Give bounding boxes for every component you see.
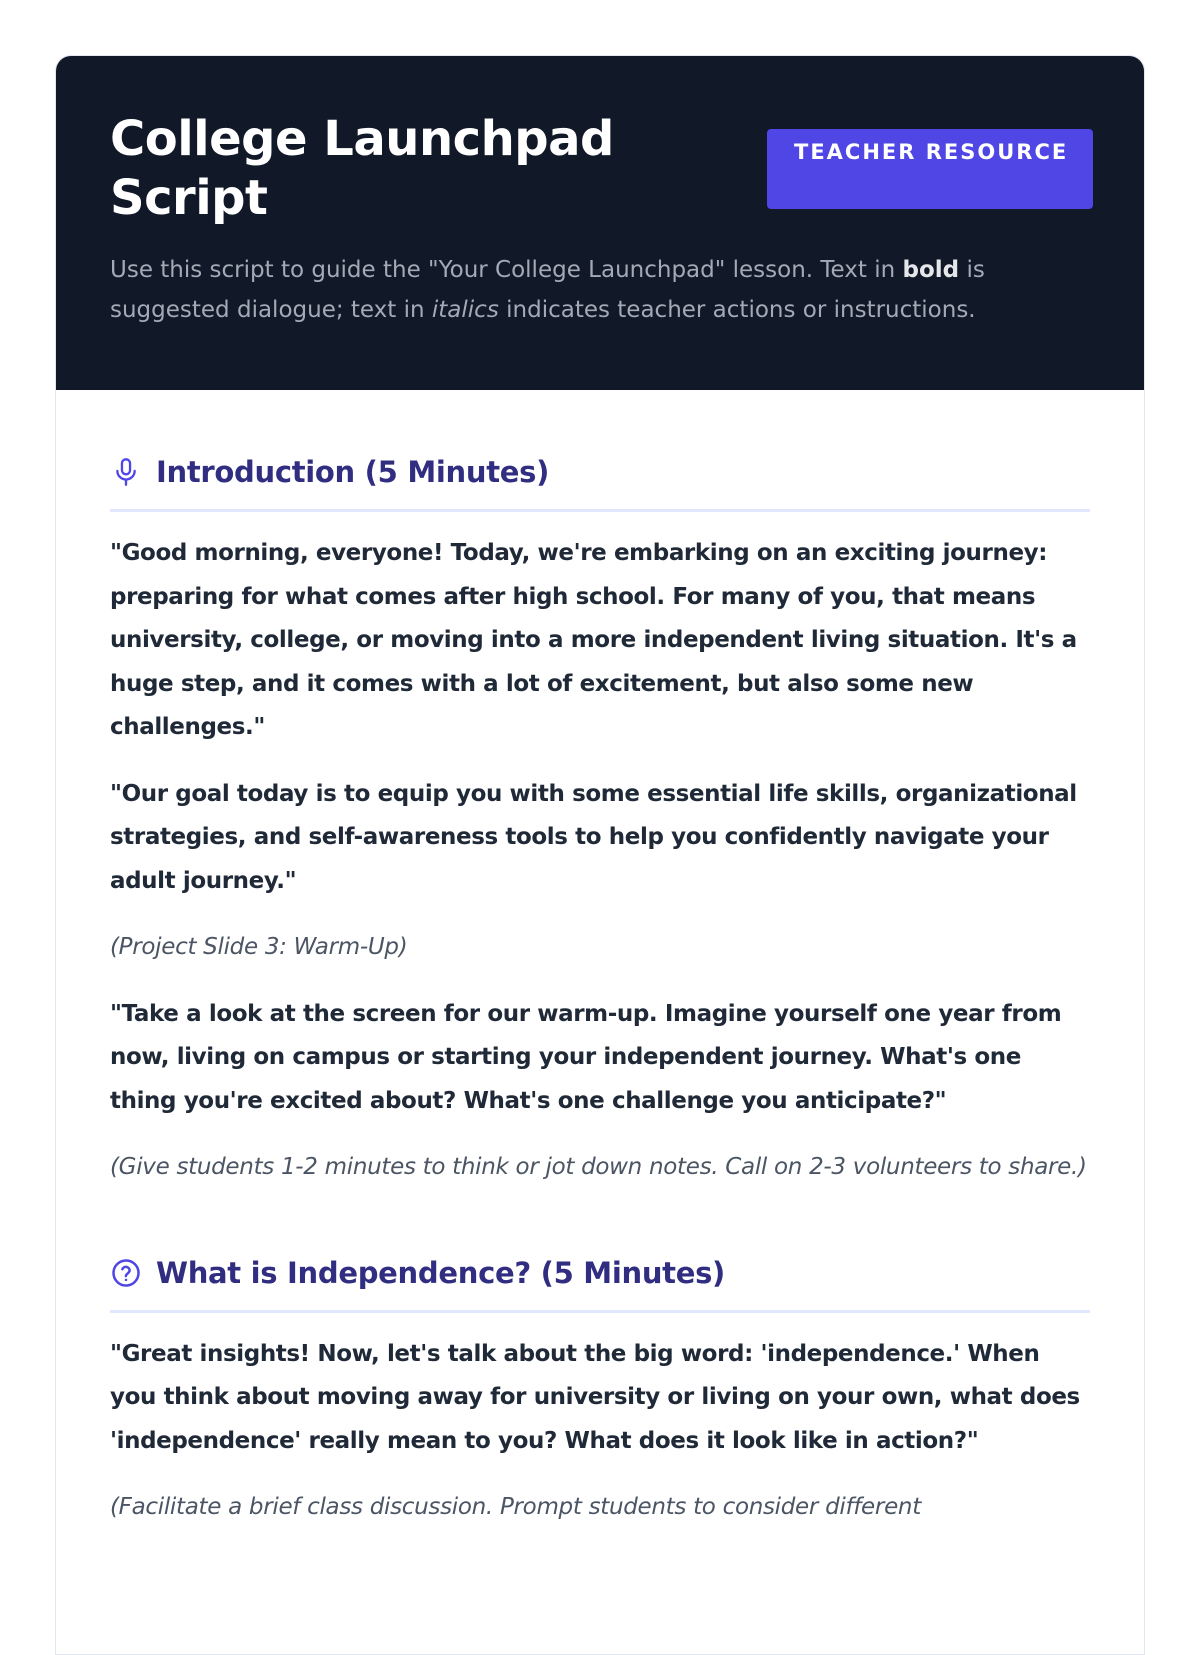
section-heading: [110, 447, 1090, 512]
section-independence: [110, 1248, 1090, 1530]
instructions-bold-word: bold: [902, 257, 960, 283]
instructions-text-1: Use this script to guide the "Your College Launchpad" lesson. Text in: [110, 257, 903, 283]
dialogue-text: "Our goal today is to equip you with some essential life skills, organizational strategies, and self-awareness tools to help you confidently navigate your adult journey.": [110, 780, 1077, 894]
question-circle-icon: [110, 1257, 142, 1289]
page-title: College Launchpad Script: [110, 111, 614, 226]
section-title: What is Independence? (5 Minutes): [156, 1255, 726, 1290]
script-header: [56, 56, 1144, 390]
dialogue-text: "Take a look at the screen for our warm-up. Imagine yourself one year from now, living on campus or starting your independent journey. What's one thing you're excited about? What's one challenge you anticipate?": [110, 1000, 1062, 1114]
teacher-resource-badge: TEACHER RESOURCE: [767, 129, 1093, 209]
section-introduction: [110, 447, 1090, 1190]
section-title: Introduction (5 Minutes): [156, 455, 550, 489]
instructions-text-2: is suggested dialogue; text in: [110, 257, 985, 323]
instructions-text-3: indicates teacher actions or instructions.: [498, 297, 976, 323]
script-card: [55, 55, 1145, 1655]
script-content: [56, 390, 1144, 1530]
microphone-icon: [110, 456, 142, 488]
dialogue-text: "Great insights! Now, let's talk about the big word: 'independence.' When you think about moving away for university or living on your own, what does 'independence' really mean to you? What does it look like in action?": [110, 1340, 1080, 1454]
teacher-action-text: (Facilitate a brief class discussion. Prompt students to consider different: [110, 1494, 921, 1520]
script-instructions: [110, 250, 1100, 330]
section-heading: [110, 1248, 1090, 1313]
dialogue-text: "Good morning, everyone! Today, we're embarking on an exciting journey: preparing for what comes after high school. For many of you, that means university, college, or moving into a more independent living situation. It's a huge step, and it comes with a lot of excitement, but also some new challenges.": [110, 540, 1077, 740]
instructions-italic-word: italics: [431, 297, 499, 323]
teacher-action-text: (Project Slide 3: Warm-Up): [110, 934, 408, 960]
teacher-action-text: (Give students 1-2 minutes to think or jot down notes. Call on 2-3 volunteers to share.): [110, 1154, 1087, 1180]
